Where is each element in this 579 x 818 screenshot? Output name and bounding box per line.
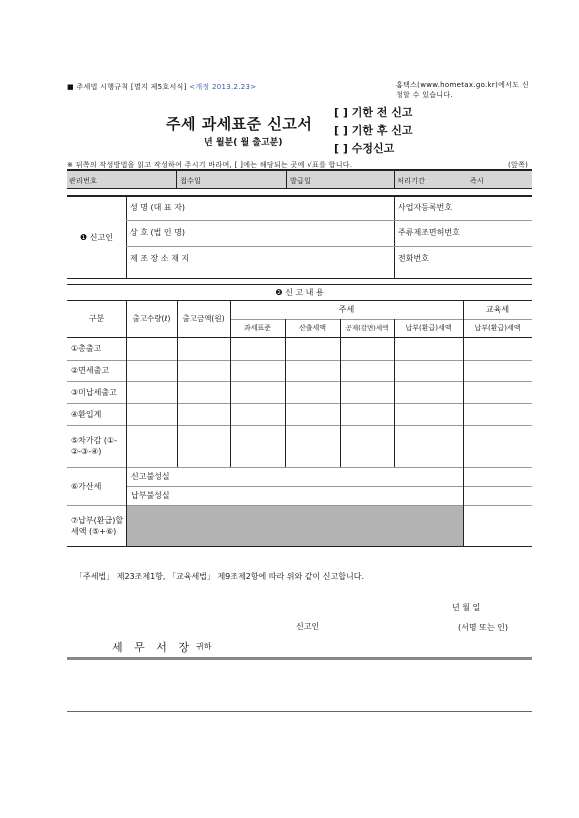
report-section-title: ❷ 신 고 내 용 [275, 287, 324, 297]
row-penalty-tax: ⑥가산세 [71, 481, 102, 491]
col-amount: 출고금액(원) [182, 314, 225, 323]
col-qty: 출고수량(ℓ) [132, 314, 171, 323]
receipt-date-label: 접수일 [180, 177, 202, 185]
instruction-notice: ※ 뒤쪽의 작성방법을 읽고 작성하여 주시기 바라며, [ ]에는 해당되는 곳에 √표를 합니다. [67, 161, 353, 169]
col-category: 구분 [88, 314, 105, 323]
signer-label: 신고인 [296, 622, 320, 631]
date-line: 년 월 일 [452, 603, 481, 612]
payable-tax-shaded-area [127, 506, 463, 546]
col-calc-tax: 산출세액 [298, 323, 327, 332]
row-unpaid-shipment: ③미납세출고 [71, 387, 117, 397]
hometax-note: 홈택스(www.hometax.go.kr)에서도 신청할 수 있습니다. [396, 81, 529, 99]
sign-note: (서명 또는 인) [458, 623, 508, 632]
bottom-rule [67, 711, 532, 712]
immediate-label: 즉시 [470, 177, 485, 185]
liquor-license-label: 주류제조면허번호 [398, 228, 460, 237]
row-net-balance: ⑤차가감 (①-②-③-④) [71, 436, 118, 456]
row-exempt-shipment: ②면세출고 [71, 366, 110, 375]
col-deduct-tax: 공제(감면)세액 [345, 323, 389, 332]
name-rep-label: 성 명 (대 표 자) [130, 203, 186, 212]
form-reference: ■ 주세법 시행규칙 [별지 제5호서식] <개정 2013.2.23> [67, 83, 257, 91]
factory-location-label: 제 조 장 소 재 지 [130, 254, 190, 263]
col-pay-refund: 납부(환급)세액 [405, 323, 452, 332]
option-after-deadline[interactable]: [ ] 기한 후 신고 [334, 124, 413, 137]
addressee-suffix: 귀하 [196, 642, 212, 651]
company-name-label: 상 호 (법 인 명) [130, 228, 186, 237]
row-total-shipment: ①총출고 [71, 344, 102, 353]
penalty-payment-label: 납부불성실 [131, 491, 170, 500]
col-education-tax: 교육세 [485, 305, 510, 314]
issue-date-label: 발급일 [290, 177, 312, 185]
row-payable-tax: ⑦납부(환급)할 세액 (⑤+⑥) [71, 515, 124, 536]
phone-label: 전화번호 [398, 254, 429, 263]
mgmt-no-label: 관리번호 [69, 177, 98, 185]
col-edu-pay-refund: 납부(환급)세액 [474, 323, 521, 332]
report-type-options [334, 104, 413, 158]
row-return-total: ④환입계 [71, 409, 102, 419]
addressee: 세 무 서 장 [112, 641, 193, 654]
col-liquor-tax: 주세 [338, 305, 355, 314]
revision-note: <개정 2013.2.23> [189, 83, 257, 91]
col-tax-base: 과세표준 [243, 323, 272, 332]
option-amended[interactable]: [ ] 수정신고 [334, 142, 395, 155]
declaration-text: 「주세법」 제23조제1항, 「교육세법」 제9조제2항에 따라 위와 같이 신고합니다. [75, 572, 364, 581]
penalty-report-label: 신고불성실 [131, 472, 170, 481]
form-title: 주세 과세표준 신고서 [166, 115, 313, 133]
form-subtitle: 년 월분( 월 출고분) [204, 138, 283, 148]
page-side: (앞쪽) [508, 161, 529, 169]
biz-reg-no-label: 사업자등록번호 [398, 203, 453, 212]
reporter-section-label: ❶ 신고인 [80, 232, 113, 242]
option-before-deadline[interactable]: [ ] 기한 전 신고 [334, 106, 413, 119]
processing-period-label: 처리기간 [397, 177, 426, 185]
footer-rule [67, 657, 532, 660]
